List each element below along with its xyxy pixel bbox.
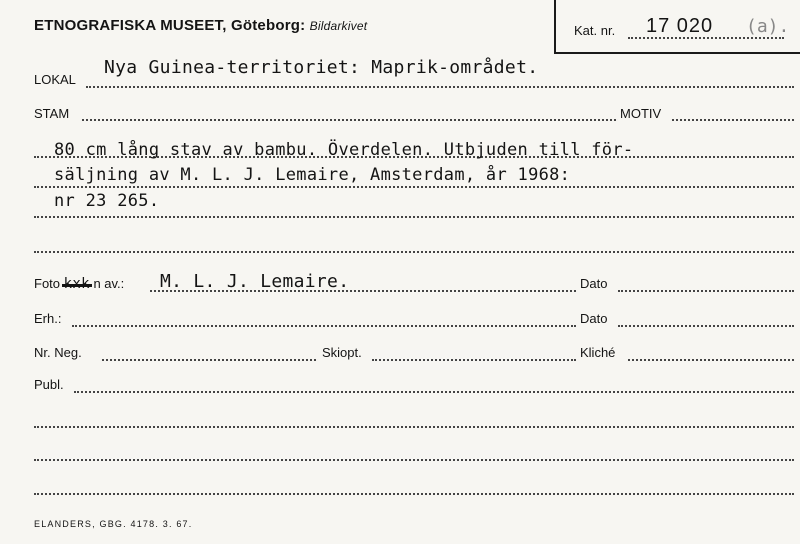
lokal-dotted-line bbox=[86, 86, 794, 88]
foto-label: Foto bbox=[34, 276, 61, 291]
description-line-3: nr 23 265. bbox=[54, 191, 160, 211]
blank-dotted-line-1 bbox=[34, 426, 794, 428]
erh-dato-label: Dato bbox=[580, 311, 608, 326]
description-dotted-line-4 bbox=[34, 251, 794, 253]
skiopt-dotted-line bbox=[372, 359, 576, 361]
description-dotted-line-2 bbox=[34, 186, 794, 188]
kliche-dotted-line bbox=[628, 359, 794, 361]
foto-dato-dotted-line bbox=[618, 290, 794, 292]
nr-neg-dotted-line bbox=[102, 359, 316, 361]
archive-name: Bildarkivet bbox=[309, 19, 368, 33]
lokal-value: Nya Guinea-territoriet: Maprik-området. bbox=[104, 57, 539, 78]
blank-dotted-line-2 bbox=[34, 459, 794, 461]
erh-label: Erh.: bbox=[34, 311, 62, 326]
publ-label: Publ. bbox=[34, 377, 64, 392]
foto-row bbox=[34, 276, 124, 292]
kliche-label: Kliché bbox=[580, 345, 616, 360]
description-dotted-line-3 bbox=[34, 216, 794, 218]
lokal-label: LOKAL bbox=[34, 72, 76, 87]
erh-dato-dotted-line bbox=[618, 325, 794, 327]
museum-header bbox=[34, 17, 367, 34]
catalog-number-label: Kat. nr. bbox=[574, 23, 616, 38]
foto-struck-text: kxk bbox=[63, 276, 90, 292]
foto-label-suffix: n av.: bbox=[93, 276, 125, 291]
foto-dato-label: Dato bbox=[580, 276, 608, 291]
printer-mark: ELANDERS, GBG. 4178. 3. 67. bbox=[34, 519, 193, 529]
museum-city: Göteborg: bbox=[231, 17, 306, 34]
blank-dotted-line-3 bbox=[34, 493, 794, 495]
skiopt-label: Skiopt. bbox=[322, 345, 362, 360]
catalog-number-value: 17 020 bbox=[646, 15, 714, 37]
stam-dotted-line bbox=[82, 119, 616, 121]
description-line-1: 80 cm lång stav av bambu. Överdelen. Utbjuden till för- bbox=[54, 140, 634, 160]
publ-dotted-line bbox=[74, 391, 794, 393]
foto-value: M. L. J. Lemaire. bbox=[160, 271, 350, 292]
description-line-2: säljning av M. L. J. Lemaire, Amsterdam, år 1968: bbox=[54, 165, 571, 185]
motiv-dotted-line bbox=[672, 119, 794, 121]
stam-label: STAM bbox=[34, 106, 70, 121]
erh-dotted-line bbox=[72, 325, 576, 327]
catalog-number-suffix: (a). bbox=[746, 16, 790, 37]
museum-name: ETNOGRAFISKA MUSEET, bbox=[34, 17, 227, 34]
motiv-label: MOTIV bbox=[620, 106, 662, 121]
nr-neg-label: Nr. Neg. bbox=[34, 345, 82, 360]
